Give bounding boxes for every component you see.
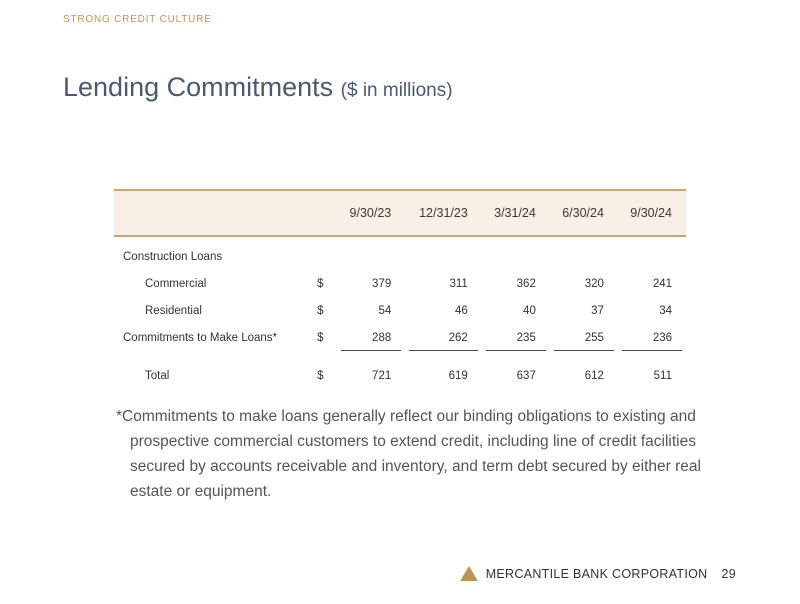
cell-value: 34 (659, 304, 672, 317)
cell-value: 255 (550, 324, 618, 351)
cell-value: 362 (516, 277, 536, 290)
triangle-logo-icon (460, 566, 478, 581)
table-row (114, 270, 686, 297)
cell-value: 46 (454, 304, 468, 317)
title-text: Lending Commitments (63, 72, 334, 102)
company-name: MERCANTILE BANK CORPORATION (485, 566, 708, 581)
total-value: 612 (584, 370, 604, 382)
column-header: 3/31/24 (482, 190, 550, 236)
cell-value: 311 (449, 277, 468, 290)
total-value: 619 (448, 370, 468, 382)
cell-value: 40 (523, 304, 536, 317)
cell-value: 288 (337, 324, 405, 351)
lending-commitments-table (114, 189, 686, 395)
row-label: Commitments to Make Loans* (123, 331, 278, 344)
cell-value: 262 (405, 324, 482, 351)
column-header: 9/30/24 (618, 190, 686, 236)
cell-value: 241 (652, 277, 672, 290)
total-value: 637 (516, 370, 536, 382)
page-number: 29 (721, 566, 736, 581)
cell-value: 236 (618, 324, 686, 351)
currency-symbol: $ (317, 370, 324, 382)
currency-symbol: $ (317, 331, 324, 344)
table-header-row (114, 190, 686, 236)
cell-value: 235 (482, 324, 550, 351)
header-blank (114, 190, 313, 236)
footer (460, 566, 736, 581)
table-row (114, 324, 686, 351)
total-value: 721 (372, 370, 392, 382)
footnote: *Commitments to make loans generally reflect our binding obligations to existing and prospective commercial customers to extend credit, including line of credit facilities secured by accounts receivable and inventory, and term debt secured by either real estate or equipment. (116, 408, 701, 500)
row-label: Commercial (145, 277, 207, 290)
page-title (63, 72, 453, 103)
section-eyebrow: STRONG CREDIT CULTURE (63, 14, 212, 25)
column-header: 6/30/24 (550, 190, 618, 236)
table-row (114, 236, 686, 270)
currency-symbol: $ (317, 277, 324, 290)
section-label: Construction Loans (123, 250, 223, 263)
cell-value: 37 (591, 304, 604, 317)
title-unit: ($ in millions) (340, 80, 453, 101)
total-value: 511 (653, 370, 672, 382)
cell-value: 320 (584, 277, 604, 290)
currency-symbol: $ (317, 304, 324, 317)
cell-value: 54 (378, 304, 392, 317)
row-label: Residential (145, 304, 202, 317)
table-row (114, 297, 686, 324)
table-total-row (114, 351, 686, 395)
column-header: 9/30/23 (337, 190, 405, 236)
total-label: Total (145, 370, 170, 382)
column-header: 12/31/23 (405, 190, 482, 236)
header-currency-blank (313, 190, 337, 236)
cell-value: 379 (372, 277, 392, 290)
